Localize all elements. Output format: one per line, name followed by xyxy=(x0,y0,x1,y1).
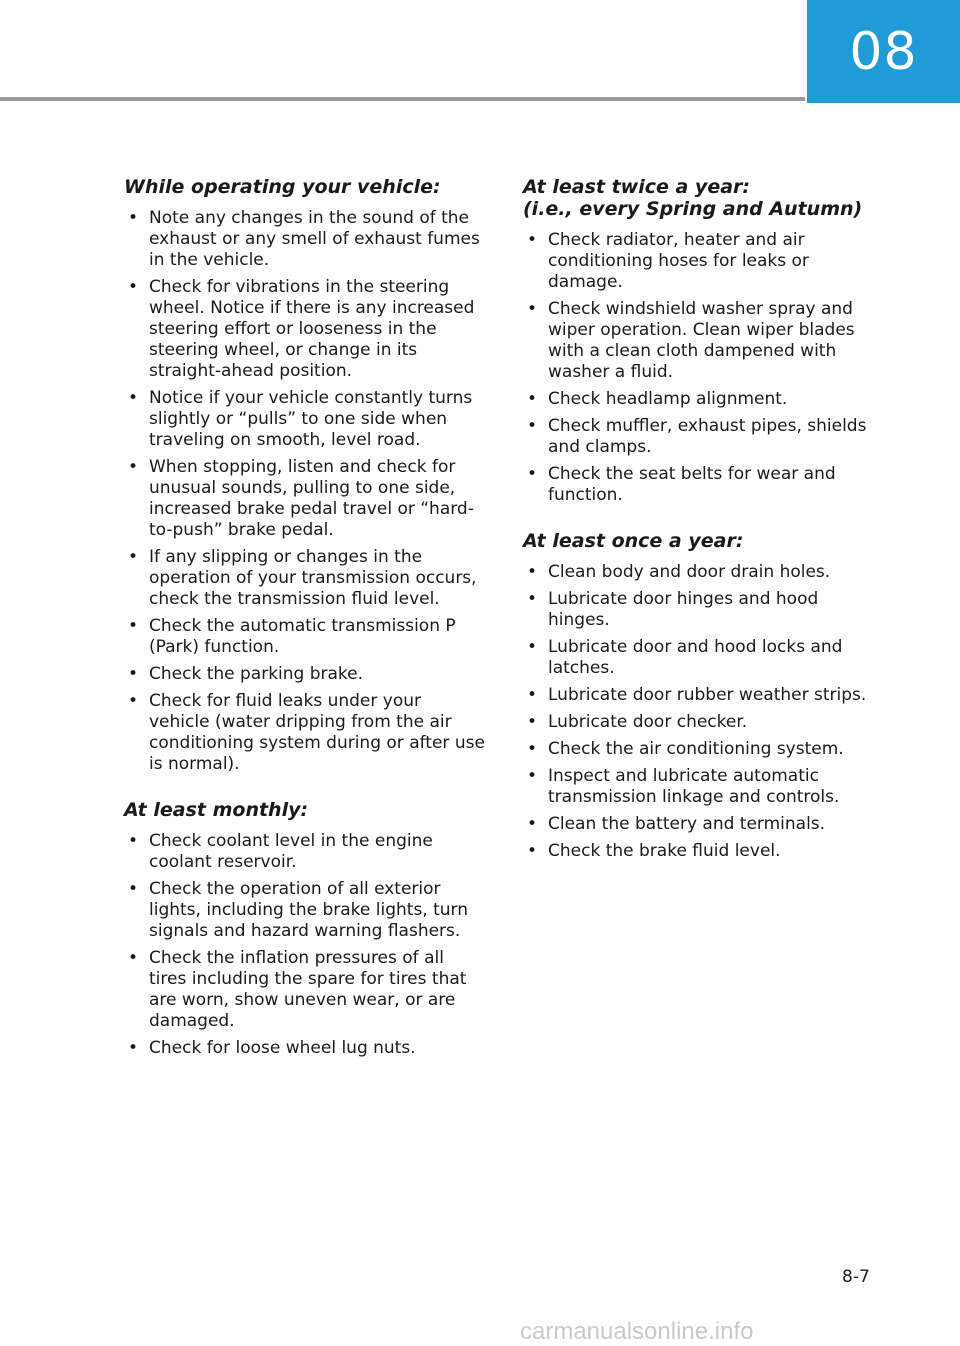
bullet-icon: • xyxy=(527,637,538,657)
bullet-icon: • xyxy=(128,616,139,636)
list-item-text: If any slipping or changes in the operation of your transmission occurs, check the transmission fluid level. xyxy=(149,547,477,609)
list-item-text: Check the brake fluid level. xyxy=(548,841,781,861)
list-item xyxy=(124,691,486,775)
watermark: carmanualsonline.info xyxy=(520,1318,754,1345)
list-item xyxy=(523,299,883,383)
bullet-icon: • xyxy=(128,457,139,477)
right-column xyxy=(523,176,883,886)
list-item-text: Check the automatic transmission P (Park) function. xyxy=(149,616,456,657)
bullet-icon: • xyxy=(527,841,538,861)
list-item xyxy=(124,616,486,658)
bullet-icon: • xyxy=(128,388,139,408)
section-heading-line: (i.e., every Spring and Autumn) xyxy=(523,198,863,220)
bullet-icon: • xyxy=(527,766,538,786)
bullet-icon: • xyxy=(128,208,139,228)
list-item xyxy=(523,712,883,733)
list-item xyxy=(523,589,883,631)
list-item-text: Check muffler, exhaust pipes, shields and clamps. xyxy=(548,416,867,457)
list-item xyxy=(523,637,883,679)
page-number: 8-7 xyxy=(842,1267,870,1287)
list-item-text: Check for fluid leaks under your vehicle (water dripping from the air conditioning system during or after use is normal). xyxy=(149,691,485,774)
bullet-list xyxy=(124,208,486,775)
list-item-text: When stopping, listen and check for unusual sounds, pulling to one side, increased brake pedal travel or “hard-to-push” brake pedal. xyxy=(149,457,474,540)
list-item-text: Inspect and lubricate automatic transmission linkage and controls. xyxy=(548,766,840,807)
bullet-icon: • xyxy=(128,277,139,297)
bullet-icon: • xyxy=(527,712,538,732)
list-item-text: Notice if your vehicle constantly turns slightly or “pulls” to one side when traveling on smooth, level road. xyxy=(149,388,473,450)
list-item xyxy=(124,277,486,382)
bullet-list xyxy=(124,831,486,1059)
list-item xyxy=(124,547,486,610)
header-rule xyxy=(0,97,805,101)
bullet-icon: • xyxy=(527,299,538,319)
list-item xyxy=(523,739,883,760)
section-heading xyxy=(124,176,486,198)
list-item-text: Check the parking brake. xyxy=(149,664,364,684)
list-item-text: Check the seat belts for wear and function. xyxy=(548,464,836,505)
list-item-text: Lubricate door hinges and hood hinges. xyxy=(548,589,819,630)
left-column xyxy=(124,176,486,1083)
list-item-text: Check coolant level in the engine coolant reservoir. xyxy=(149,831,433,872)
list-item xyxy=(523,464,883,506)
list-item xyxy=(523,814,883,835)
list-item-text: Check for loose wheel lug nuts. xyxy=(149,1038,416,1058)
list-item xyxy=(523,416,883,458)
list-item-text: Check the inflation pressures of all tires including the spare for tires that are worn, show uneven wear, or are damaged. xyxy=(149,948,467,1031)
list-item xyxy=(523,766,883,808)
list-item-text: Check windshield washer spray and wiper operation. Clean wiper blades with a clean cloth dampened with washer a fluid. xyxy=(548,299,855,382)
section-heading-line: While operating your vehicle: xyxy=(124,176,441,198)
list-item xyxy=(124,208,486,271)
bullet-icon: • xyxy=(128,1038,139,1058)
list-item xyxy=(523,230,883,293)
bullet-icon: • xyxy=(527,589,538,609)
bullet-icon: • xyxy=(128,879,139,899)
chapter-tab xyxy=(807,0,960,103)
bullet-list xyxy=(523,230,883,506)
list-item xyxy=(124,831,486,873)
list-item xyxy=(523,562,883,583)
list-item xyxy=(523,841,883,862)
bullet-icon: • xyxy=(527,389,538,409)
section-heading xyxy=(124,799,486,821)
list-item xyxy=(124,1038,486,1059)
list-item xyxy=(523,685,883,706)
list-item-text: Check radiator, heater and air conditioning hoses for leaks or damage. xyxy=(548,230,809,292)
list-item-text: Check for vibrations in the steering wheel. Notice if there is any increased steering effort or looseness in the steering wheel, or change in its straight-ahead position. xyxy=(149,277,475,381)
bullet-icon: • xyxy=(527,416,538,436)
list-item-text: Lubricate door checker. xyxy=(548,712,748,732)
list-item-text: Lubricate door and hood locks and latches. xyxy=(548,637,843,678)
chapter-number: 08 xyxy=(849,21,918,82)
bullet-icon: • xyxy=(527,685,538,705)
bullet-icon: • xyxy=(527,739,538,759)
list-item-text: Check headlamp alignment. xyxy=(548,389,788,409)
list-item xyxy=(124,664,486,685)
checklist-section xyxy=(124,176,486,775)
list-item xyxy=(523,389,883,410)
list-item-text: Clean the battery and terminals. xyxy=(548,814,826,834)
bullet-list xyxy=(523,562,883,862)
list-item-text: Clean body and door drain holes. xyxy=(548,562,831,582)
bullet-icon: • xyxy=(527,562,538,582)
checklist-section xyxy=(124,799,486,1059)
bullet-icon: • xyxy=(128,691,139,711)
bullet-icon: • xyxy=(527,814,538,834)
section-heading-line: At least twice a year: xyxy=(523,176,750,198)
bullet-icon: • xyxy=(527,230,538,250)
section-heading-line: At least monthly: xyxy=(124,799,309,821)
bullet-icon: • xyxy=(128,547,139,567)
checklist-section xyxy=(523,530,883,862)
bullet-icon: • xyxy=(128,831,139,851)
list-item-text: Note any changes in the sound of the exhaust or any smell of exhaust fumes in the vehicle. xyxy=(149,208,480,270)
section-heading xyxy=(523,176,883,220)
list-item-text: Check the air conditioning system. xyxy=(548,739,844,759)
list-item-text: Check the operation of all exterior lights, including the brake lights, turn signals and hazard warning flashers. xyxy=(149,879,469,941)
list-item xyxy=(124,457,486,541)
bullet-icon: • xyxy=(128,664,139,684)
list-item xyxy=(124,879,486,942)
bullet-icon: • xyxy=(128,948,139,968)
list-item-text: Lubricate door rubber weather strips. xyxy=(548,685,867,705)
bullet-icon: • xyxy=(527,464,538,484)
list-item xyxy=(124,948,486,1032)
checklist-section xyxy=(523,176,883,506)
list-item xyxy=(124,388,486,451)
section-heading-line: At least once a year: xyxy=(523,530,744,552)
section-heading xyxy=(523,530,883,552)
